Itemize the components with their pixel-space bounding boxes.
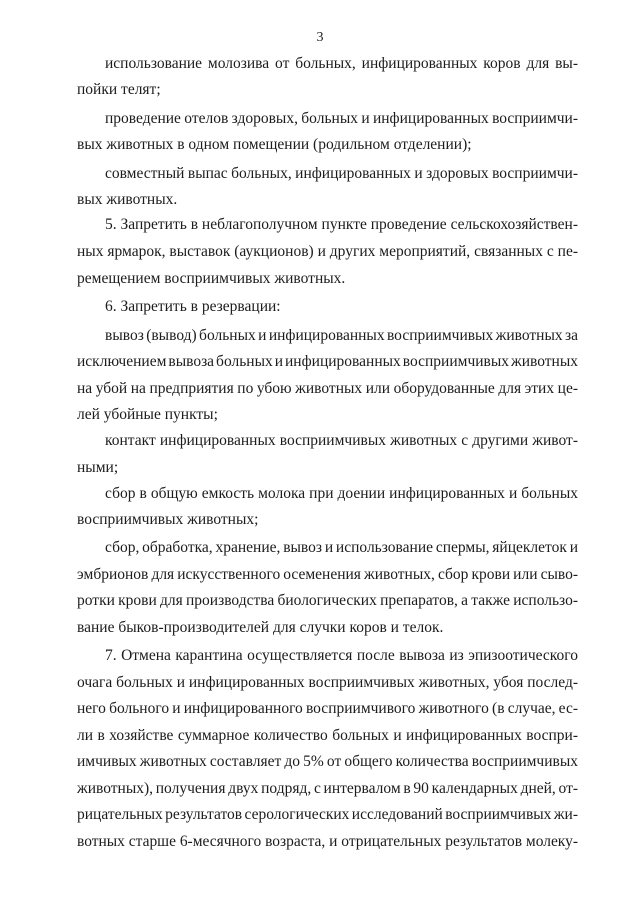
- text-line: вание быков-производителей для случки коров и телок.: [77, 619, 444, 636]
- text-line: 6. Запретить в резервации:: [105, 298, 281, 315]
- text-line: очага больных и инфицированных восприимчивых животных, убоя послед-: [77, 674, 578, 691]
- text-line: лей убойные пункты;: [77, 406, 218, 423]
- text-line: ли в хозяйстве суммарное количество больных и инфицированных воспри-: [77, 727, 578, 744]
- text-line: имчивых животных составляет до 5% от общего количества восприимчивых: [77, 753, 578, 770]
- text-line: 7. Отмена карантина осуществляется после вывоза из эпизоотического: [105, 647, 578, 664]
- page-number: 3: [316, 30, 324, 45]
- text-line: сбор, обработка, хранение, вывоз и использование спермы, яйцеклеток и: [105, 539, 578, 556]
- text-line: ных ярмарок, выставок (аукционов) и других мероприятий, связанных с пе-: [77, 243, 578, 260]
- text-line: животных), получения двух подряд, с интервалом в 90 календарных дней, от-: [77, 780, 578, 797]
- text-line: вотных старше 6-месячного возраста, и отрицательных результатов молеку-: [77, 833, 578, 850]
- text-line: вых животных в одном помещении (родильном отделении);: [77, 136, 472, 153]
- text-line: него больного и инфицированного восприимчивого животного (в случае, ес-: [77, 700, 578, 717]
- text-line: вых животных.: [77, 191, 178, 208]
- text-line: использование молозива от больных, инфицированных коров для вы-: [105, 55, 578, 72]
- text-line: ротки крови для производства биологических препаратов, а также использо-: [77, 592, 578, 609]
- text-line: рицательных результатов серологических исследований восприимчивых жи-: [77, 806, 578, 823]
- text-line: пойки телят;: [77, 81, 161, 98]
- text-line: ными;: [77, 459, 119, 476]
- text-line: 5. Запретить в неблагополучном пункте проведение сельскохозяйствен-: [105, 216, 578, 233]
- text-line: эмбрионов для искусственного осеменения животных, сбор крови или сыво-: [77, 566, 578, 583]
- text-line: сбор в общую емкость молока при доении инфицированных и больных: [105, 485, 578, 502]
- text-line: ремещением восприимчивых животных.: [77, 270, 346, 287]
- text-line: восприимчивых животных;: [77, 511, 259, 528]
- text-line: исключением вывоза больных и инфицированных восприимчивых животных: [77, 353, 578, 370]
- text-line: вывоз (вывод) больных и инфицированных восприимчивых животных за: [105, 327, 578, 344]
- text-line: проведение отелов здоровых, больных и инфицированных восприимчи-: [105, 110, 578, 127]
- text-line: на убой на предприятия по убою животных или оборудованные для этих це-: [77, 380, 578, 397]
- text-line: совместный выпас больных, инфицированных и здоровых восприимчи-: [105, 165, 578, 182]
- text-line: контакт инфицированных восприимчивых животных с другими живот-: [105, 432, 578, 449]
